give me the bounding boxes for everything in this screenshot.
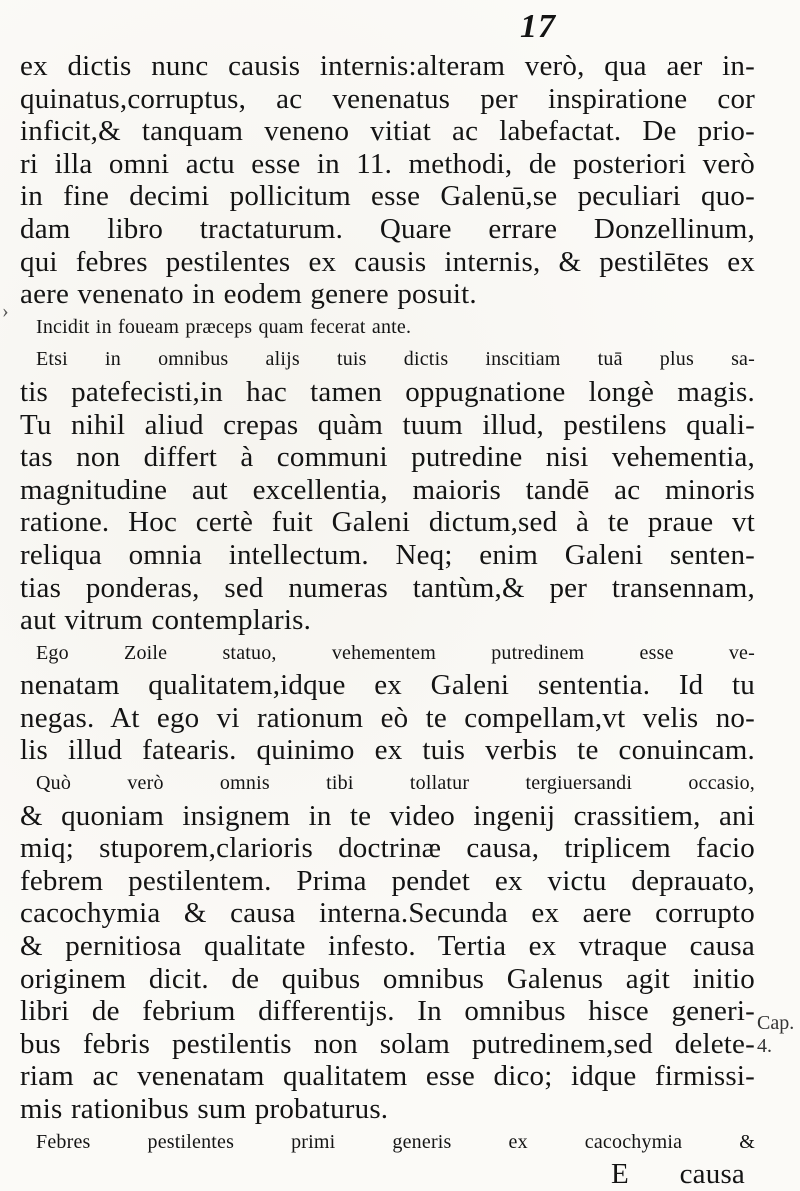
text-line: Incidit in foueam præceps quam fecerat ante. <box>36 315 412 338</box>
text-line: Quò verò omnis tibi tollatur tergiuersandi occasio, <box>36 772 755 795</box>
text-line: miq; stuporem,clarioris doctrinæ causa, triplicem facio <box>20 832 755 865</box>
body-text <box>20 50 755 1191</box>
text-line: inficit,& tanquam veneno vitiat ac labefactat. De prio- <box>20 115 755 148</box>
text-line: quinatus,corruptus, ac venenatus per inspiratione cor <box>20 82 755 115</box>
text-line: tis patefecisti,in hac tamen oppugnatione longè magis. <box>20 375 755 408</box>
text-line: magnitudine aut excellentia, maioris tandē ac minoris <box>20 473 755 506</box>
text-line: riam ac venenatam qualitatem esse dico; idque firmissi- <box>20 1060 755 1093</box>
catchword-line: E causa <box>610 1158 745 1191</box>
text-line: dam libro tractaturum. Quare errare Donzellinum, <box>20 212 755 245</box>
text-line: aut vitrum contemplaris. <box>20 604 312 637</box>
margin-note: Cap. 4. <box>757 1012 795 1057</box>
margin-mark: › <box>2 300 9 322</box>
text-line: aere venenato in eodem genere posuit. <box>20 278 477 311</box>
text-line: qui febres pestilentes ex causis internis, & pestilētes ex <box>20 245 755 278</box>
text-line: mis rationibus sum probaturus. <box>20 1093 389 1125</box>
text-line: Ego Zoile statuo, vehementem putredinem esse ve- <box>36 641 755 664</box>
text-line: libri de febrium differentijs. In omnibus hisce generi- <box>20 995 755 1028</box>
text-line: & pernitiosa qualitate infesto. Tertia ex vtraque causa <box>20 930 755 963</box>
text-line: febrem pestilentem. Prima pendet ex victu deprauato, <box>20 864 755 897</box>
text-line: lis illud fatearis. quinimo ex tuis verbis te conuincam. <box>20 734 755 767</box>
text-line: tias ponderas, sed numeras tantùm,& per transennam, <box>20 571 755 604</box>
text-line: in fine decimi pollicitum esse Galenū,se peculiari quo- <box>20 180 755 213</box>
text-line: ex dictis nunc causis internis:alteram verò, qua aer in- <box>20 50 755 82</box>
text-line: Febres pestilentes primi generis ex cacochymia & <box>36 1130 755 1153</box>
text-line: ratione. Hoc certè fuit Galeni dictum,sed à te praue vt <box>20 506 755 539</box>
text-line: & quoniam insignem in te video ingenij crassitiem, ani <box>20 799 755 832</box>
text-line: tas non differt à communi putredine nisi vehementia, <box>20 441 755 474</box>
text-line: originem dicit. de quibus omnibus Galenus agit initio <box>20 962 755 995</box>
text-line: Tu nihil aliud crepas quàm tuum illud, pestilens quali- <box>20 408 755 441</box>
text-line: negas. At ego vi rationum eò te compellam,vt velis no- <box>20 701 755 734</box>
text-line: nenatam qualitatem,idque ex Galeni sententia. Id tu <box>20 669 755 702</box>
text-line: cacochymia & causa interna.Secunda ex aere corrupto <box>20 897 755 930</box>
text-line: bus febris pestilentis non solam putredinem,sed delete- <box>20 1027 755 1060</box>
text-line: reliqua omnia intellectum. Neq; enim Galeni senten- <box>20 538 755 571</box>
page-number: 17 <box>520 8 556 45</box>
text-line: Etsi in omnibus alijs tuis dictis inscitiam tuā plus sa- <box>36 348 755 371</box>
text-line: ri illa omni actu esse in 11. methodi, de posteriori verò <box>20 147 755 180</box>
